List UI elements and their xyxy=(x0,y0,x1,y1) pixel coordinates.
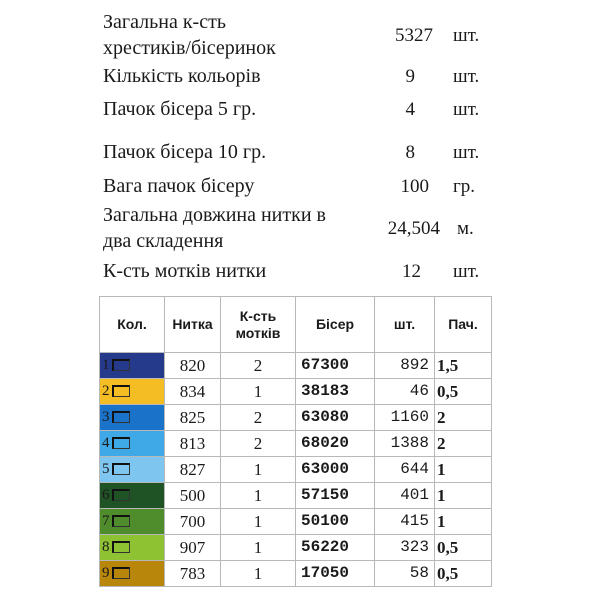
table-row xyxy=(100,379,492,405)
skein-count: 1 xyxy=(221,379,296,405)
color-number: 5 xyxy=(102,461,110,477)
thread-number: 820 xyxy=(165,353,221,379)
color-number: 6 xyxy=(102,487,110,503)
summary-row-colors xyxy=(0,64,600,90)
checkbox-icon xyxy=(112,567,130,579)
pack-count: 1,5 xyxy=(435,353,492,379)
summary-section xyxy=(0,0,600,290)
thread-number: 700 xyxy=(165,509,221,535)
bead-quantity: 892 xyxy=(375,353,435,379)
skein-count: 1 xyxy=(221,483,296,509)
table-row xyxy=(100,405,492,431)
skein-count: 1 xyxy=(221,561,296,587)
pack-count: 1 xyxy=(435,457,492,483)
checkbox-icon xyxy=(112,437,130,449)
table-row xyxy=(100,483,492,509)
summary-label: Пачок бісера 5 гр. xyxy=(103,98,257,120)
pack-count: 2 xyxy=(435,431,492,457)
summary-row-weight xyxy=(0,174,600,200)
header-qty: шт. xyxy=(375,297,435,353)
summary-row-total xyxy=(0,8,600,62)
bead-code: 68020 xyxy=(296,431,375,457)
summary-unit: шт. xyxy=(453,142,480,163)
summary-unit: м. xyxy=(457,218,474,239)
thread-number: 825 xyxy=(165,405,221,431)
summary-row-thread-length xyxy=(0,203,600,257)
summary-label: Кількість кольорів xyxy=(103,65,261,87)
color-swatch xyxy=(100,405,165,431)
color-number: 1 xyxy=(102,357,110,373)
color-swatch xyxy=(100,483,165,509)
skein-count: 1 xyxy=(221,457,296,483)
summary-value: 12 xyxy=(402,261,421,282)
bead-quantity: 401 xyxy=(375,483,435,509)
table-row xyxy=(100,353,492,379)
color-swatch xyxy=(100,379,165,405)
header-bead: Бісер xyxy=(296,297,375,353)
pack-count: 2 xyxy=(435,405,492,431)
checkbox-icon xyxy=(112,489,130,501)
thread-number: 500 xyxy=(165,483,221,509)
checkbox-icon xyxy=(112,541,130,553)
color-number: 3 xyxy=(102,409,110,425)
bead-code: 56220 xyxy=(296,535,375,561)
table-row xyxy=(100,431,492,457)
summary-value: 100 xyxy=(400,176,429,197)
bead-code: 63000 xyxy=(296,457,375,483)
bead-code: 17050 xyxy=(296,561,375,587)
thread-number: 827 xyxy=(165,457,221,483)
checkbox-icon xyxy=(112,463,130,475)
header-color: Кол. xyxy=(100,297,165,353)
thread-number: 907 xyxy=(165,535,221,561)
summary-label: Загальна к-сть xyxy=(103,11,226,33)
pack-count: 0,5 xyxy=(435,379,492,405)
thread-number: 813 xyxy=(165,431,221,457)
color-swatch xyxy=(100,561,165,587)
summary-row-skeins xyxy=(0,259,600,285)
table-header-row xyxy=(100,297,492,353)
bead-code: 38183 xyxy=(296,379,375,405)
summary-label: Загальна довжина нитки в xyxy=(103,204,326,226)
bead-quantity: 1388 xyxy=(375,431,435,457)
bead-code: 50100 xyxy=(296,509,375,535)
checkbox-icon xyxy=(112,515,130,527)
skein-count: 2 xyxy=(221,431,296,457)
header-skeins: К-сть мотків xyxy=(221,297,296,353)
pack-count: 1 xyxy=(435,509,492,535)
color-swatch xyxy=(100,457,165,483)
table-row xyxy=(100,509,492,535)
header-packs: Пач. xyxy=(435,297,492,353)
summary-label: К-сть мотків нитки xyxy=(103,260,267,282)
header-thread: Нитка xyxy=(165,297,221,353)
bead-quantity: 46 xyxy=(375,379,435,405)
summary-unit: шт. xyxy=(453,99,480,120)
color-swatch xyxy=(100,353,165,379)
skein-count: 2 xyxy=(221,353,296,379)
bead-code: 57150 xyxy=(296,483,375,509)
skein-count: 1 xyxy=(221,535,296,561)
checkbox-icon xyxy=(112,411,130,423)
pack-count: 0,5 xyxy=(435,535,492,561)
table-row xyxy=(100,535,492,561)
skein-count: 2 xyxy=(221,405,296,431)
summary-unit: шт. xyxy=(453,66,480,87)
thread-number: 783 xyxy=(165,561,221,587)
color-swatch xyxy=(100,509,165,535)
summary-value: 24,504 xyxy=(387,218,440,239)
summary-row-packs-10g xyxy=(0,140,600,166)
pack-count: 1 xyxy=(435,483,492,509)
checkbox-icon xyxy=(112,359,130,371)
table-row xyxy=(100,457,492,483)
color-swatch xyxy=(100,431,165,457)
thread-number: 834 xyxy=(165,379,221,405)
summary-label: Вага пачок бісеру xyxy=(103,175,255,197)
pack-count: 0,5 xyxy=(435,561,492,587)
color-number: 2 xyxy=(102,383,110,399)
summary-unit: гр. xyxy=(453,176,476,197)
bead-quantity: 58 xyxy=(375,561,435,587)
summary-label: хрестиків/бісеринок xyxy=(103,37,276,59)
color-number: 7 xyxy=(102,513,110,529)
colors-table xyxy=(99,296,491,587)
summary-value: 9 xyxy=(405,66,415,87)
color-number: 9 xyxy=(102,565,110,581)
bead-quantity: 1160 xyxy=(375,405,435,431)
color-number: 8 xyxy=(102,539,110,555)
color-swatch xyxy=(100,535,165,561)
summary-unit: шт. xyxy=(453,25,480,46)
summary-unit: шт. xyxy=(453,261,480,282)
table-row xyxy=(100,561,492,587)
bead-quantity: 644 xyxy=(375,457,435,483)
bead-quantity: 415 xyxy=(375,509,435,535)
color-number: 4 xyxy=(102,435,110,451)
bead-code: 67300 xyxy=(296,353,375,379)
summary-label: два складення xyxy=(103,230,224,252)
summary-label: Пачок бісера 10 гр. xyxy=(103,141,267,163)
summary-value: 8 xyxy=(405,142,415,163)
bead-quantity: 323 xyxy=(375,535,435,561)
bead-code: 63080 xyxy=(296,405,375,431)
summary-row-packs-5g xyxy=(0,97,600,123)
checkbox-icon xyxy=(112,385,130,397)
summary-value: 4 xyxy=(405,99,415,120)
summary-value: 5327 xyxy=(395,25,433,46)
skein-count: 1 xyxy=(221,509,296,535)
